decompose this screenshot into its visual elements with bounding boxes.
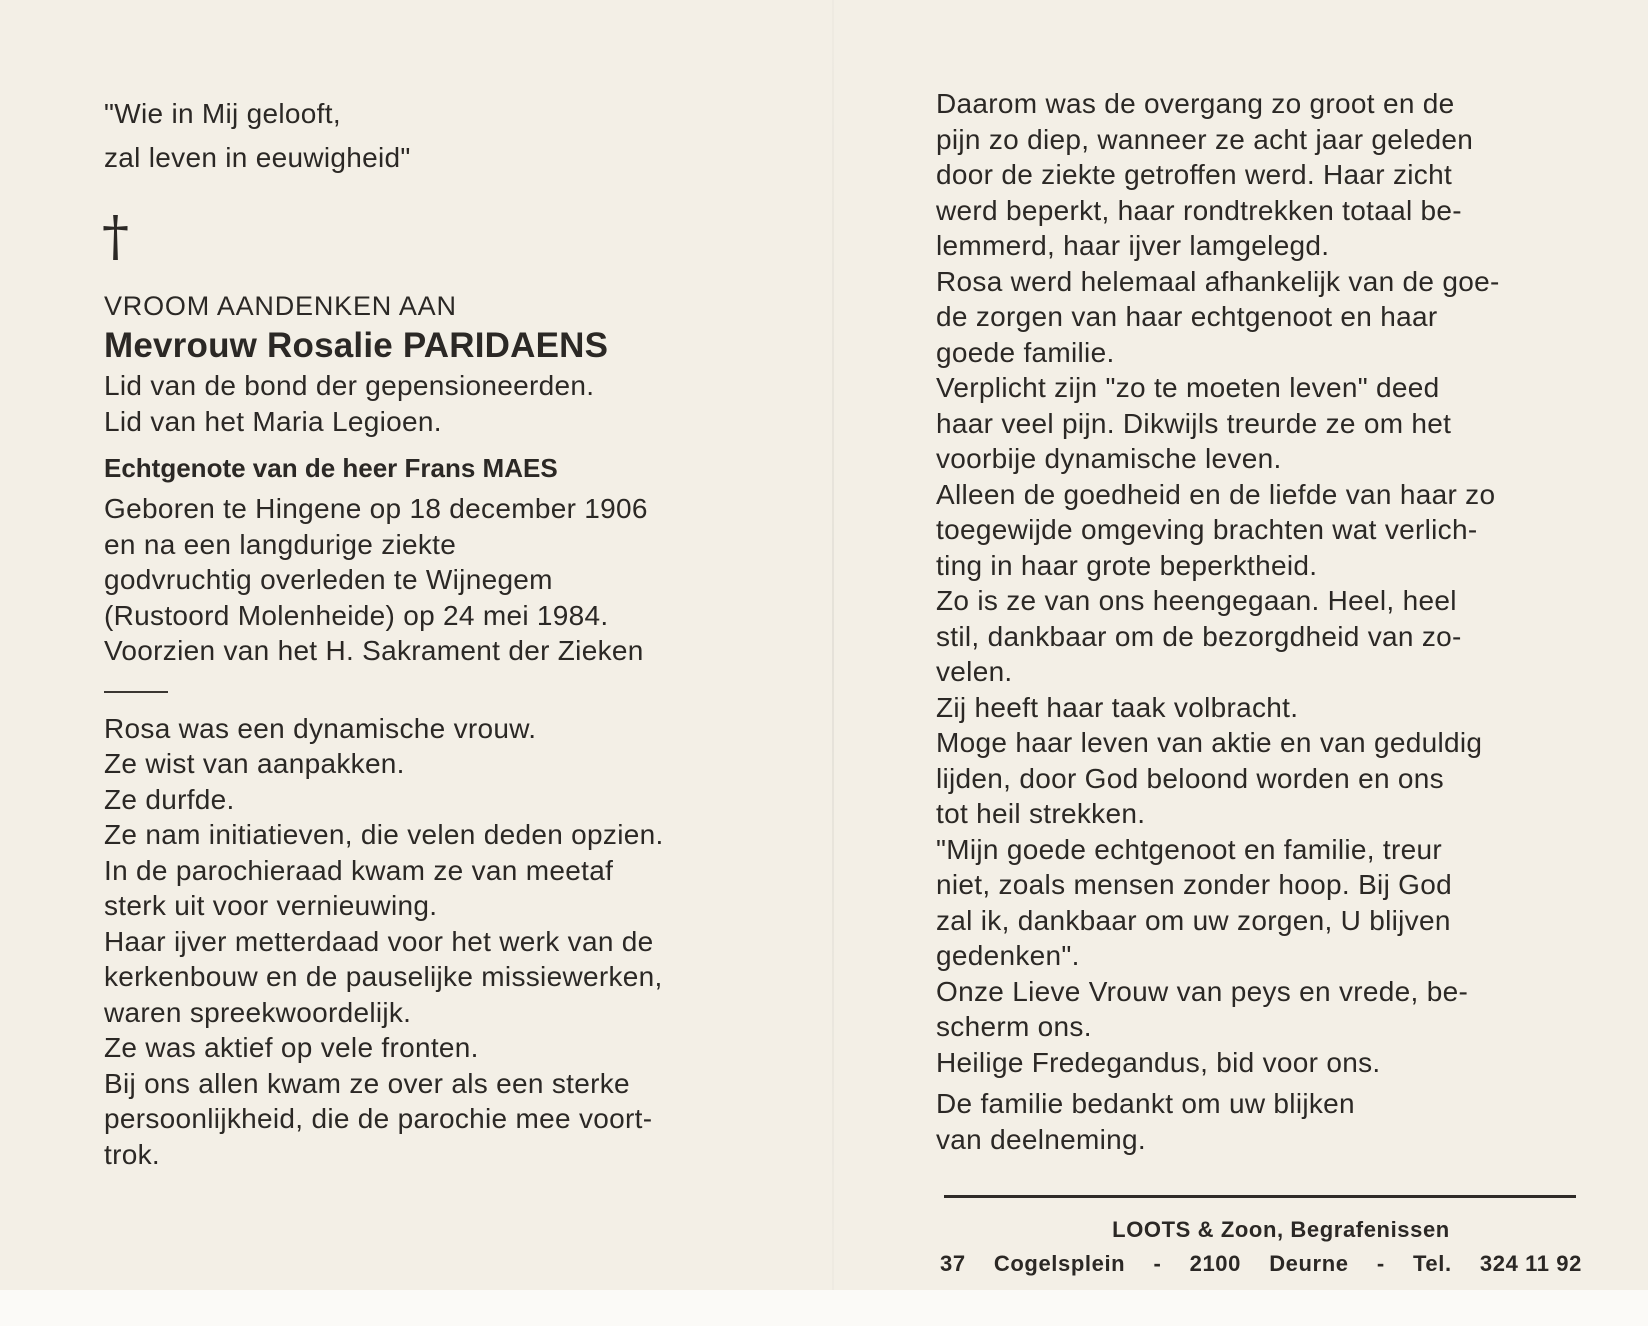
text-line: trok. [104,1138,160,1170]
address-part: - [1153,1251,1162,1276]
text-line: Rosa was een dynamische vrouw. [104,712,537,744]
right-page [936,86,1584,1157]
text-line: In de parochieraad kwam ze van meetaf [104,854,614,886]
text-line: Verplicht zijn "zo te moeten leven" deed [936,372,1440,403]
text-line: velen. [936,656,1013,687]
address-part: - [1376,1251,1385,1276]
thanks-line: De familie bedankt om uw blijken [936,1088,1355,1119]
text-line: Onze Lieve Vrouw van peys en vrede, be- [936,975,1469,1007]
left-page [104,92,804,1172]
text-line: werd beperkt, haar rondtrekken totaal be- [936,194,1462,226]
text-line: Bij ons allen kwam ze over als een sterke [104,1067,630,1099]
text-line: Heilige Fredegandus, bid voor ons. [936,1046,1381,1078]
text-line: Daarom was de overgang zo groot en de [936,88,1455,119]
membership-line: Lid van het Maria Legioen. [104,405,442,437]
undertaker-name: LOOTS & Zoon, Begrafenissen [1112,1217,1450,1242]
text-line: Ze was aktief op vele fronten. [104,1032,479,1063]
cross-icon: † [102,205,129,268]
text-line: lijden, door God beloond worden en ons [936,762,1444,794]
text-line: niet, zoals mensen zonder hoop. Bij God [936,869,1453,900]
card-fold [832,0,834,1290]
text-line: waren spreekwoordelijk. [104,996,412,1028]
text-line: de zorgen van haar echtgenoot en haar [936,301,1438,332]
text-line: lemmerd, haar ijver lamgelegd. [936,230,1330,261]
bio-line: Voorzien van het H. Sakrament der Zieken [104,635,644,666]
bio-line: en na een langdurige ziekte [104,528,457,560]
text-line: Ze nam initiatieven, die velen deden opzien. [104,819,664,850]
text-line: stil, dankbaar om de bezorgdheid van zo- [936,620,1462,652]
spouse-line: Echtgenote van de heer Frans MAES [104,453,558,483]
quote-line-2: zal leven in eeuwigheid" [104,142,411,173]
bio-line: godvruchtig overleden te Wijnegem [104,564,553,595]
address-part: Deurne [1269,1251,1349,1276]
undertaker-address [940,1247,1582,1281]
text-line: Alleen de goedheid en de liefde van haar zo [936,478,1496,510]
address-part: Tel. [1413,1251,1452,1276]
text-line: gedenken". [936,940,1080,971]
address-part: 324 11 92 [1479,1251,1582,1276]
membership-line: Lid van de bond der gepensioneerden. [104,370,595,401]
footer-rule [944,1195,1576,1198]
text-line: persoonlijkheid, die de parochie mee voort- [104,1103,653,1134]
text-line: Haar ijver metterdaad voor het werk van de [104,925,654,957]
text-line: Zo is ze van ons heengegaan. Heel, heel [936,585,1457,616]
text-line: door de ziekte getroffen werd. Haar zicht [936,159,1453,190]
vroom-aandenken-heading: VROOM AANDENKEN AAN [104,291,457,321]
text-line: scherm ons. [936,1011,1092,1042]
bio-line: (Rustoord Molenheide) op 24 mei 1984. [104,599,609,631]
address-part: 37 [940,1251,966,1276]
address-part: 2100 [1189,1251,1241,1276]
text-line: Moge haar leven van aktie en van geduldig [936,727,1483,758]
text-line: Zij heeft haar taak volbracht. [936,691,1299,723]
text-line: Rosa werd helemaal afhankelijk van de goe- [936,265,1500,297]
text-line: pijn zo diep, wanneer ze acht jaar geleden [936,123,1474,155]
text-line: kerkenbouw en de pauselijke missiewerken, [104,961,663,992]
address-part: Cogelsplein [993,1251,1126,1276]
text-line: Ze durfde. [104,783,235,815]
text-line: zal ik, dankbaar om uw zorgen, U blijven [936,904,1451,936]
text-line: "Mijn goede echtgenoot en familie, treur [936,833,1443,865]
text-line: toegewijde omgeving brachten wat verlich- [936,514,1478,545]
bio-line: Geboren te Hingene op 18 december 1906 [104,493,648,524]
deceased-name: Mevrouw Rosalie PARIDAENS [104,326,609,365]
text-line: ting in haar grote beperktheid. [936,549,1318,581]
scan-bottom-strip [0,1290,1648,1326]
separator-dash [104,691,168,693]
quote-line-1: "Wie in Mij gelooft, [104,98,341,129]
text-line: Ze wist van aanpakken. [104,748,405,779]
thanks-line: van deelneming. [936,1123,1146,1155]
text-line: haar veel pijn. Dikwijls treurde ze om het [936,407,1452,439]
text-line: tot heil strekken. [936,798,1146,829]
text-line: voorbije dynamische leven. [936,443,1282,474]
text-line: sterk uit voor vernieuwing. [104,890,438,921]
text-line: goede familie. [936,336,1115,368]
undertaker-footer [940,1213,1582,1281]
